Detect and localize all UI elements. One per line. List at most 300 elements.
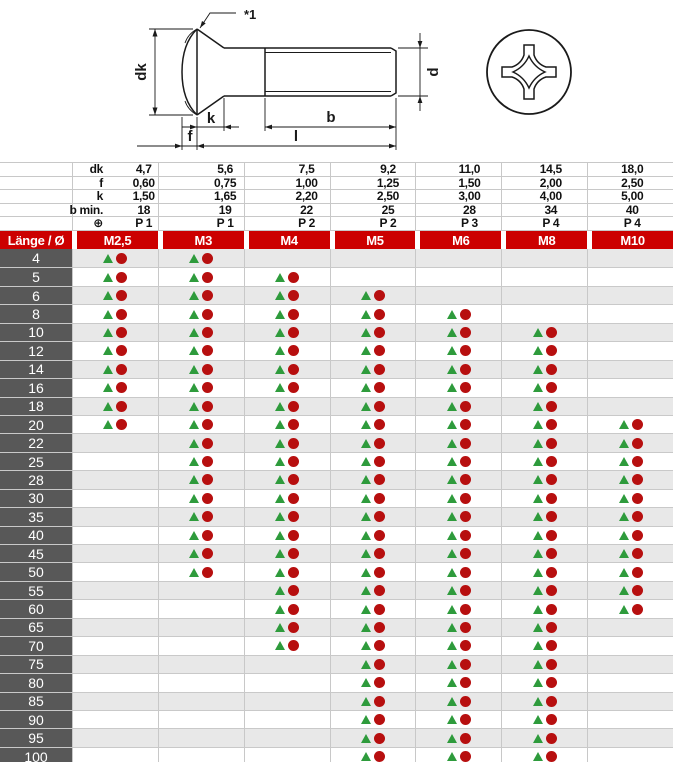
availability-cell bbox=[158, 379, 244, 396]
triangle-marker bbox=[189, 457, 199, 466]
availability-cell bbox=[244, 416, 330, 433]
triangle-marker bbox=[189, 512, 199, 521]
triangle-marker bbox=[275, 291, 285, 300]
availability-cell bbox=[415, 490, 501, 507]
availability-cell bbox=[72, 508, 158, 525]
spec-value-cell: 19 bbox=[218, 202, 232, 217]
triangle-marker bbox=[447, 586, 457, 595]
availability-cell bbox=[501, 711, 587, 728]
circle-marker bbox=[288, 290, 299, 301]
availability-cell bbox=[587, 748, 673, 762]
circle-marker bbox=[460, 585, 471, 596]
circle-marker bbox=[116, 272, 127, 283]
triangle-marker bbox=[275, 623, 285, 632]
availability-cell bbox=[330, 249, 416, 267]
circle-marker bbox=[374, 382, 385, 393]
spec-value-cell: 1,65 bbox=[214, 189, 237, 204]
circle-marker bbox=[546, 419, 557, 430]
availability-cell bbox=[244, 471, 330, 488]
circle-marker bbox=[632, 474, 643, 485]
circle-marker bbox=[546, 677, 557, 688]
availability-cell bbox=[158, 361, 244, 378]
availability-cell bbox=[330, 508, 416, 525]
availability-cell bbox=[158, 416, 244, 433]
availability-cell bbox=[72, 490, 158, 507]
availability-cell bbox=[587, 527, 673, 544]
triangle-marker bbox=[533, 549, 543, 558]
availability-cell bbox=[72, 582, 158, 599]
triangle-marker bbox=[447, 328, 457, 337]
triangle-marker bbox=[447, 512, 457, 521]
triangle-marker bbox=[189, 439, 199, 448]
availability-cell bbox=[415, 637, 501, 654]
length-cell: 80 bbox=[0, 674, 72, 691]
triangle-marker bbox=[189, 475, 199, 484]
length-cell: 60 bbox=[0, 600, 72, 617]
availability-cell bbox=[244, 527, 330, 544]
table-row bbox=[0, 341, 673, 359]
availability-cell bbox=[72, 268, 158, 285]
circle-marker bbox=[374, 290, 385, 301]
availability-cell bbox=[501, 268, 587, 285]
availability-cell bbox=[415, 711, 501, 728]
spec-value-cell: 5,6 bbox=[217, 162, 234, 176]
dim-label-b: b bbox=[326, 109, 336, 126]
triangle-marker bbox=[447, 623, 457, 632]
triangle-marker bbox=[275, 273, 285, 282]
circle-marker bbox=[288, 456, 299, 467]
circle-marker bbox=[374, 696, 385, 707]
triangle-marker bbox=[361, 402, 371, 411]
availability-cell bbox=[158, 305, 244, 322]
length-cell: 16 bbox=[0, 379, 72, 396]
triangle-marker bbox=[447, 494, 457, 503]
triangle-marker bbox=[361, 531, 371, 540]
triangle-marker bbox=[361, 660, 371, 669]
triangle-marker bbox=[103, 402, 113, 411]
technical-drawing bbox=[0, 0, 673, 162]
size-header-row bbox=[0, 230, 673, 249]
circle-marker bbox=[116, 345, 127, 356]
triangle-marker bbox=[619, 568, 629, 577]
spec-value-cell: 2,20 bbox=[295, 189, 318, 204]
circle-marker bbox=[374, 714, 385, 725]
spec-value-cell: 2,00 bbox=[539, 175, 562, 190]
availability-cell bbox=[244, 490, 330, 507]
circle-marker bbox=[632, 493, 643, 504]
triangle-marker bbox=[447, 734, 457, 743]
circle-marker bbox=[460, 309, 471, 320]
triangle-marker bbox=[533, 734, 543, 743]
spec-row-label: k bbox=[96, 189, 103, 204]
availability-cell bbox=[72, 471, 158, 488]
phillips-cross-inner bbox=[513, 56, 545, 88]
triangle-marker bbox=[619, 586, 629, 595]
length-cell: 12 bbox=[0, 342, 72, 359]
dim-label-d: d bbox=[425, 67, 442, 77]
availability-cell bbox=[158, 471, 244, 488]
triangle-marker bbox=[275, 549, 285, 558]
availability-cell bbox=[330, 656, 416, 673]
circle-marker bbox=[632, 604, 643, 615]
availability-cell bbox=[587, 545, 673, 562]
availability-cell bbox=[415, 508, 501, 525]
circle-marker bbox=[632, 438, 643, 449]
availability-cell bbox=[244, 693, 330, 710]
spec-value-cell: P 1 bbox=[216, 216, 234, 231]
circle-marker bbox=[288, 438, 299, 449]
availability-cell bbox=[244, 324, 330, 341]
circle-marker bbox=[546, 345, 557, 356]
circle-marker bbox=[374, 401, 385, 412]
circle-marker bbox=[374, 751, 385, 762]
spec-value-cell: 22 bbox=[300, 202, 313, 217]
length-cell: 28 bbox=[0, 471, 72, 488]
availability-cell bbox=[244, 748, 330, 762]
table-row bbox=[0, 267, 673, 285]
triangle-marker bbox=[189, 494, 199, 503]
triangle-marker bbox=[361, 568, 371, 577]
spec-value-cell: 0,60 bbox=[132, 175, 155, 190]
note-label: *1 bbox=[244, 7, 257, 22]
circle-marker bbox=[288, 567, 299, 578]
circle-marker bbox=[288, 640, 299, 651]
availability-cell bbox=[587, 563, 673, 580]
availability-cell bbox=[330, 471, 416, 488]
availability-cell bbox=[158, 600, 244, 617]
triangle-marker bbox=[619, 512, 629, 521]
triangle-marker bbox=[533, 439, 543, 448]
triangle-marker bbox=[447, 697, 457, 706]
triangle-marker bbox=[189, 310, 199, 319]
spec-value-cell: 18,0 bbox=[621, 162, 644, 176]
dim-label-f: f bbox=[187, 128, 193, 145]
phillips-cross-outer bbox=[502, 45, 556, 99]
circle-marker bbox=[460, 548, 471, 559]
circle-marker bbox=[288, 382, 299, 393]
availability-cell bbox=[330, 453, 416, 470]
circle-marker bbox=[374, 474, 385, 485]
triangle-marker bbox=[447, 752, 457, 761]
circle-marker bbox=[116, 382, 127, 393]
availability-cell bbox=[415, 582, 501, 599]
availability-cell bbox=[415, 324, 501, 341]
triangle-marker bbox=[361, 752, 371, 761]
circle-marker bbox=[288, 548, 299, 559]
circle-marker bbox=[546, 622, 557, 633]
screw-side-view bbox=[182, 29, 396, 115]
triangle-marker bbox=[103, 328, 113, 337]
availability-cell bbox=[415, 305, 501, 322]
circle-marker bbox=[202, 474, 213, 485]
availability-cell bbox=[330, 748, 416, 762]
circle-marker bbox=[460, 511, 471, 522]
availability-cell bbox=[501, 545, 587, 562]
circle-marker bbox=[374, 345, 385, 356]
availability-cell bbox=[415, 563, 501, 580]
circle-marker bbox=[374, 309, 385, 320]
spec-value-cell: 0,75 bbox=[214, 175, 237, 190]
length-cell: 35 bbox=[0, 508, 72, 525]
spec-value-cell: 3,00 bbox=[458, 189, 481, 204]
availability-cell bbox=[244, 637, 330, 654]
length-cell: 95 bbox=[0, 729, 72, 746]
spec-row bbox=[0, 217, 673, 231]
circle-marker bbox=[546, 659, 557, 670]
dim-label-dk: dk bbox=[133, 63, 150, 81]
availability-cell bbox=[244, 563, 330, 580]
availability-cell bbox=[501, 600, 587, 617]
circle-marker bbox=[632, 585, 643, 596]
circle-marker bbox=[374, 548, 385, 559]
table-row bbox=[0, 544, 673, 562]
circle-marker bbox=[546, 696, 557, 707]
availability-cell bbox=[501, 748, 587, 762]
availability-cell bbox=[415, 453, 501, 470]
circle-marker bbox=[288, 272, 299, 283]
table-row bbox=[0, 692, 673, 710]
triangle-marker bbox=[103, 310, 113, 319]
circle-marker bbox=[202, 548, 213, 559]
availability-cell bbox=[72, 729, 158, 746]
triangle-marker bbox=[533, 365, 543, 374]
availability-cell bbox=[330, 268, 416, 285]
circle-marker bbox=[460, 733, 471, 744]
availability-cell bbox=[587, 379, 673, 396]
length-cell: 85 bbox=[0, 693, 72, 710]
length-cell: 8 bbox=[0, 305, 72, 322]
availability-cell bbox=[587, 249, 673, 267]
triangle-marker bbox=[275, 531, 285, 540]
table-row bbox=[0, 636, 673, 654]
availability-cell bbox=[501, 416, 587, 433]
availability-cell bbox=[72, 637, 158, 654]
availability-cell bbox=[330, 342, 416, 359]
triangle-marker bbox=[275, 328, 285, 337]
length-cell: 30 bbox=[0, 490, 72, 507]
circle-marker bbox=[116, 309, 127, 320]
circle-marker bbox=[546, 640, 557, 651]
circle-marker bbox=[374, 511, 385, 522]
circle-marker bbox=[116, 290, 127, 301]
availability-cell bbox=[158, 398, 244, 415]
circle-marker bbox=[546, 474, 557, 485]
table-row bbox=[0, 728, 673, 746]
availability-cell bbox=[72, 434, 158, 451]
spec-value-cell: 9,2 bbox=[380, 162, 396, 176]
triangle-marker bbox=[533, 586, 543, 595]
triangle-marker bbox=[361, 310, 371, 319]
triangle-marker bbox=[533, 494, 543, 503]
availability-cell bbox=[158, 453, 244, 470]
availability-cell bbox=[415, 600, 501, 617]
circle-marker bbox=[374, 456, 385, 467]
availability-cell bbox=[330, 600, 416, 617]
triangle-marker bbox=[619, 475, 629, 484]
availability-cell bbox=[244, 600, 330, 617]
circle-marker bbox=[288, 511, 299, 522]
spec-value-cell: 1,25 bbox=[376, 175, 400, 190]
circle-marker bbox=[374, 530, 385, 541]
circle-marker bbox=[202, 272, 213, 283]
availability-cell bbox=[587, 416, 673, 433]
length-cell: 70 bbox=[0, 637, 72, 654]
spec-row bbox=[0, 177, 673, 191]
availability-cell bbox=[72, 249, 158, 267]
availability-cell bbox=[415, 471, 501, 488]
availability-cell bbox=[72, 563, 158, 580]
table-row bbox=[0, 452, 673, 470]
circle-marker bbox=[116, 401, 127, 412]
availability-cell bbox=[158, 545, 244, 562]
spec-value-cell: 2,50 bbox=[621, 175, 644, 190]
spec-row-label: f bbox=[99, 175, 103, 190]
availability-cell bbox=[587, 305, 673, 322]
spec-row-label: b min. bbox=[69, 202, 103, 217]
spec-value-cell: P 4 bbox=[542, 216, 560, 231]
triangle-marker bbox=[447, 383, 457, 392]
circle-marker bbox=[632, 548, 643, 559]
triangle-marker bbox=[533, 420, 543, 429]
circle-marker bbox=[460, 659, 471, 670]
circle-marker bbox=[202, 309, 213, 320]
availability-cell bbox=[501, 324, 587, 341]
availability-cell bbox=[158, 748, 244, 762]
circle-marker bbox=[374, 659, 385, 670]
availability-cell bbox=[72, 379, 158, 396]
length-cell: 55 bbox=[0, 582, 72, 599]
spec-value-cell: 5,00 bbox=[621, 189, 644, 204]
circle-marker bbox=[460, 401, 471, 412]
triangle-marker bbox=[103, 383, 113, 392]
triangle-marker bbox=[361, 439, 371, 448]
circle-marker bbox=[632, 419, 643, 430]
triangle-marker bbox=[189, 420, 199, 429]
triangle-marker bbox=[619, 605, 629, 614]
availability-cell bbox=[244, 249, 330, 267]
availability-cell bbox=[415, 249, 501, 267]
availability-cell bbox=[158, 693, 244, 710]
table-row bbox=[0, 304, 673, 322]
spec-table bbox=[0, 162, 673, 230]
table-row bbox=[0, 507, 673, 525]
circle-marker bbox=[460, 677, 471, 688]
availability-cell bbox=[72, 545, 158, 562]
triangle-marker bbox=[103, 291, 113, 300]
availability-cell bbox=[244, 342, 330, 359]
circle-marker bbox=[460, 604, 471, 615]
table-row bbox=[0, 470, 673, 488]
length-cell: 6 bbox=[0, 287, 72, 304]
availability-cell bbox=[501, 637, 587, 654]
circle-marker bbox=[202, 438, 213, 449]
circle-marker bbox=[546, 604, 557, 615]
spec-value-cell: 11,0 bbox=[458, 162, 481, 176]
triangle-marker bbox=[447, 549, 457, 558]
triangle-marker bbox=[361, 512, 371, 521]
circle-marker bbox=[546, 493, 557, 504]
circle-marker bbox=[202, 456, 213, 467]
availability-cell bbox=[244, 453, 330, 470]
spec-value-cell: 1,50 bbox=[458, 175, 481, 190]
table-row bbox=[0, 618, 673, 636]
triangle-marker bbox=[533, 531, 543, 540]
availability-cell bbox=[587, 361, 673, 378]
availability-cell bbox=[158, 249, 244, 267]
availability-cell bbox=[158, 711, 244, 728]
triangle-marker bbox=[447, 310, 457, 319]
availability-cell bbox=[72, 324, 158, 341]
availability-cell bbox=[244, 305, 330, 322]
dimension-lines bbox=[137, 13, 428, 150]
table-row bbox=[0, 286, 673, 304]
triangle-marker bbox=[619, 531, 629, 540]
table-row bbox=[0, 655, 673, 673]
availability-cell bbox=[501, 249, 587, 267]
availability-cell bbox=[330, 729, 416, 746]
size-column-header: M8 bbox=[506, 231, 587, 249]
availability-cell bbox=[330, 490, 416, 507]
spec-value-cell: 40 bbox=[625, 202, 639, 217]
availability-cell bbox=[330, 711, 416, 728]
triangle-marker bbox=[533, 346, 543, 355]
circle-marker bbox=[460, 751, 471, 762]
triangle-marker bbox=[275, 605, 285, 614]
triangle-marker bbox=[275, 568, 285, 577]
circle-marker bbox=[460, 364, 471, 375]
circle-marker bbox=[374, 327, 385, 338]
availability-cell bbox=[72, 361, 158, 378]
circle-marker bbox=[546, 438, 557, 449]
circle-marker bbox=[546, 530, 557, 541]
circle-marker bbox=[374, 438, 385, 449]
triangle-marker bbox=[447, 678, 457, 687]
availability-cell bbox=[415, 434, 501, 451]
spec-row bbox=[0, 163, 673, 177]
availability-cell bbox=[158, 324, 244, 341]
circle-marker bbox=[288, 622, 299, 633]
availability-cell bbox=[72, 287, 158, 304]
triangle-marker bbox=[275, 641, 285, 650]
triangle-marker bbox=[533, 641, 543, 650]
spec-row bbox=[0, 204, 673, 218]
availability-cell bbox=[244, 729, 330, 746]
circle-marker bbox=[288, 604, 299, 615]
triangle-marker bbox=[189, 383, 199, 392]
availability-cell bbox=[501, 361, 587, 378]
availability-cell bbox=[415, 619, 501, 636]
table-row bbox=[0, 599, 673, 617]
availability-cell bbox=[587, 471, 673, 488]
circle-marker bbox=[202, 419, 213, 430]
availability-cell bbox=[501, 527, 587, 544]
table-row bbox=[0, 562, 673, 580]
spec-value-cell: P 4 bbox=[623, 216, 641, 231]
triangle-marker bbox=[275, 420, 285, 429]
availability-cell bbox=[72, 693, 158, 710]
triangle-marker bbox=[361, 605, 371, 614]
availability-cell bbox=[244, 656, 330, 673]
circle-marker bbox=[288, 309, 299, 320]
spec-value-cell: 2,50 bbox=[376, 189, 400, 204]
dimension-arrowheads bbox=[153, 21, 423, 148]
triangle-marker bbox=[189, 291, 199, 300]
length-cell: 25 bbox=[0, 453, 72, 470]
length-cell: 75 bbox=[0, 656, 72, 673]
dim-label-k: k bbox=[206, 110, 216, 127]
availability-cell bbox=[72, 600, 158, 617]
triangle-marker bbox=[447, 660, 457, 669]
